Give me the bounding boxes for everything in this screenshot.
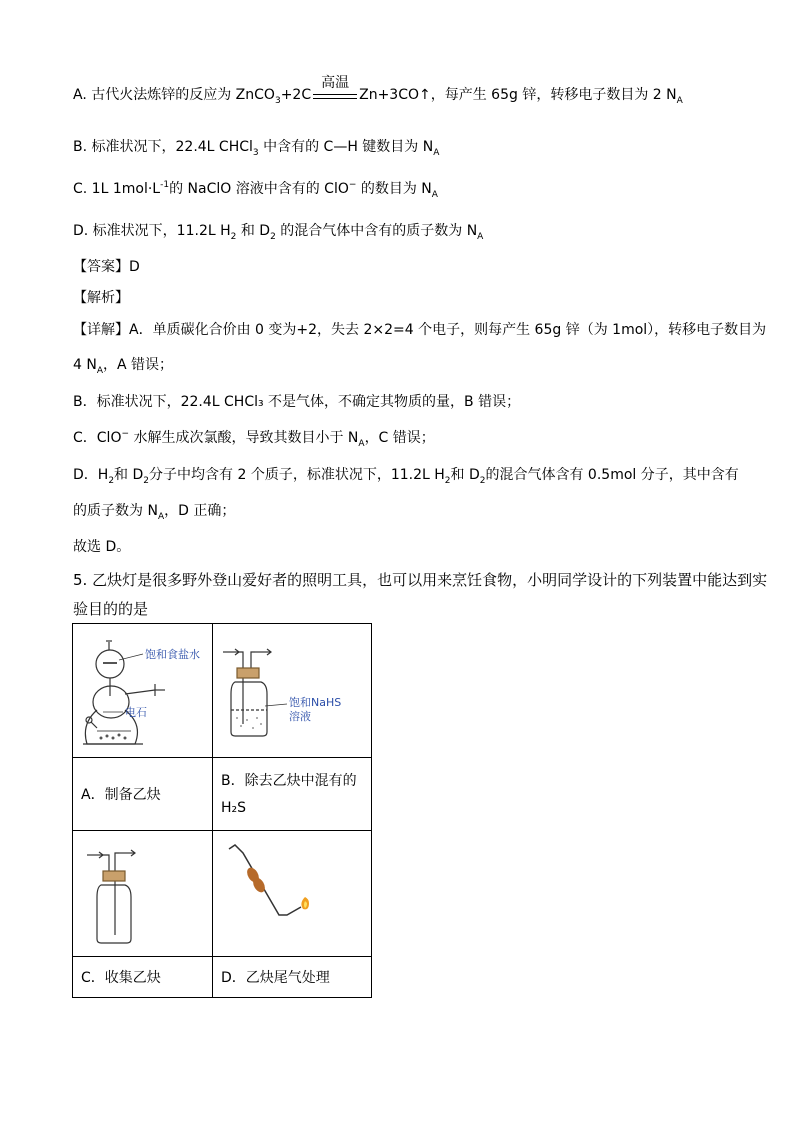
detail-line-1: 【详解】A．单质碳化合价由 0 变为+2，失去 2×2=4 个电子，则每产生 65g 锌（为 1mol），转移电子数目为 — [73, 322, 767, 338]
cell-b-caption: B．除去乙炔中混有的 H₂S — [213, 758, 372, 831]
detail-line-5: D．$H_2$和 $D_2$分子中均含有 2 个质子，标准状况下，11.2L $H_2$和 $D_2$的混合气体含有 0.5mol 分子，其中含有 — [73, 467, 739, 486]
cell-d-caption: D．乙炔尾气处理 — [213, 957, 372, 998]
option-b: B. 标准状况下，22.4L CHCl$_3$ 中含有的 C—H 键数目为 $N_A$ — [73, 139, 440, 158]
detail-line-3: B．标准状况下，22.4L CHCl₃ 不是气体，不确定其物质的量，B 错误； — [73, 394, 521, 410]
detail-line-2: 4 $N_A$，A 错误； — [73, 357, 174, 376]
gas-washing-bottle-diagram — [213, 624, 371, 757]
label-nahs-1: 饱和NaHS — [289, 696, 342, 709]
label-calcium-carbide: 电石 — [125, 706, 147, 719]
option-c: C. 1L $1mol\cdot L^{-1}$的 NaClO 溶液中含有的 ClO− 的数目为 $N_A$ — [73, 180, 438, 200]
cell-a-image — [73, 624, 213, 758]
cell-c-image — [73, 831, 213, 957]
answer-line: 【答案】D — [73, 259, 140, 275]
detail-line-4: C．ClO− 水解生成次氯酸，导致其数目小于 $N_A$，C 错误； — [73, 429, 435, 449]
reaction-condition: 高温 — [313, 86, 357, 99]
burner-tube-diagram — [213, 831, 371, 956]
question-5-line-1: 5. 乙炔灯是很多野外登山爱好者的照明工具，也可以用来烹饪食物，小明同学设计的下列装置中能达到实 — [73, 571, 768, 589]
cell-d-image — [213, 831, 372, 957]
options-table — [72, 623, 372, 998]
option-a: A. 古代火法炼锌的反应为 ZnCO$_3$+2C 高温 Zn+3CO↑，每产生 65g 锌，转移电子数目为 2 $N_A$ — [73, 75, 683, 106]
cell-a-caption: A．制备乙炔 — [73, 758, 213, 831]
analysis-heading: 【解析】 — [73, 290, 129, 306]
cell-c-caption: C．收集乙炔 — [73, 957, 213, 998]
cell-b-image — [213, 624, 372, 758]
detail-line-6: 的质子数为 $N_A$，D 正确； — [73, 503, 236, 522]
question-5-line-2: 验目的的是 — [73, 600, 149, 618]
label-nahs-2: 溶液 — [289, 710, 311, 723]
option-d: D. 标准状况下，11.2L $H_2$ 和 $D_2$ 的混合气体中含有的质子数为 $N_A$ — [73, 223, 484, 242]
detail-line-7: 故选 D。 — [73, 539, 131, 555]
label-saturated-brine: 饱和食盐水 — [145, 648, 200, 661]
collection-bottle-diagram — [73, 831, 212, 956]
acetylene-generator-diagram — [73, 624, 212, 757]
